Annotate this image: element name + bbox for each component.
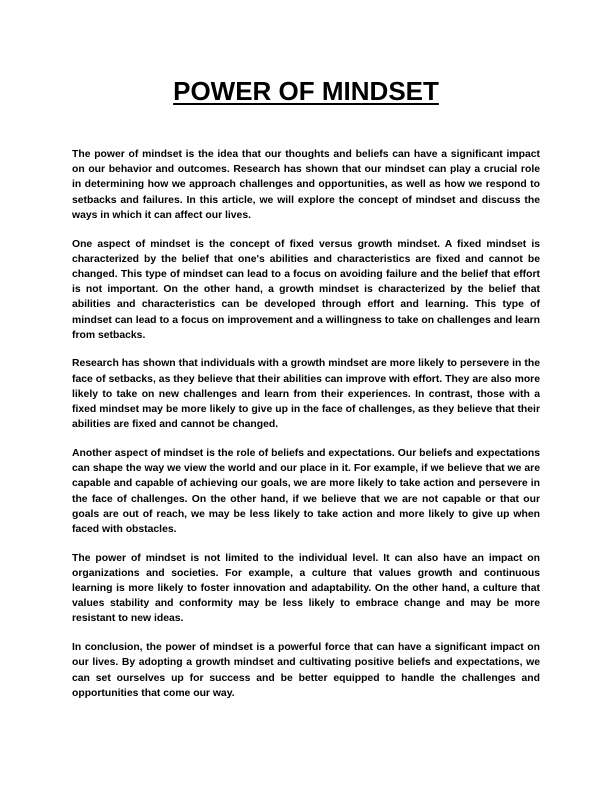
- article-body: [72, 147, 540, 715]
- page-title: [0, 76, 612, 106]
- paragraph-conclusion: In conclusion, the power of mindset is a powerful force that can have a significant impact on our lives. By adopting a growth mindset and cultivating positive beliefs and expectations, we can set ourselves up for success and be better equipped to handle the challenges and opportunities that come our way.: [72, 642, 540, 699]
- paragraph-fixed-vs-growth: One aspect of mindset is the concept of fixed versus growth mindset. A fixed mindset is characterized by the belief that one's abilities and characteristics are fixed and cannot be changed. This type of mindset can lead to a focus on avoiding failure and the belief that effort is not important. On the other hand, a growth mindset is characterized by the belief that abilities and characteristics can be developed through effort and learning. This type of mindset can lead to a focus on improvement and a willingness to take on challenges and learn from setbacks.: [72, 238, 540, 341]
- paragraph-beliefs-expectations: Another aspect of mindset is the role of beliefs and expectations. Our beliefs and expectations can shape the way we view the world and our place in it. For example, if we believe that we are capable and capable of achieving our goals, we are more likely to take action and persevere in the face of challenges. On the other hand, if we believe that we are not capable or that our goals are out of reach, we may be less likely to take action and more likely to give up when faced with obstacles.: [72, 447, 540, 535]
- page-title-text: POWER OF MINDSET: [173, 76, 439, 106]
- paragraph-intro: The power of mindset is the idea that our thoughts and beliefs can have a significant impact on our behavior and outcomes. Research has shown that our mindset can play a crucial role in determining how we approach challenges and opportunities, as well as how we respond to setbacks and failures. In this article, we will explore the concept of mindset and discuss the ways in which it can affect our lives.: [72, 149, 540, 221]
- paragraph-organizations: The power of mindset is not limited to the individual level. It can also have an impact on organizations and societies. For example, a culture that values growth and continuous learning is more likely to foster innovation and adaptability. On the other hand, a culture that values stability and conformity may be less likely to embrace change and may be more resistant to new ideas.: [72, 552, 540, 625]
- paragraph-research: Research has shown that individuals with a growth mindset are more likely to persevere in the face of setbacks, as they believe that their abilities can improve with effort. They are also more likely to take on new challenges and learn from their experiences. In contrast, those with a fixed mindset may be more likely to give up in the face of challenges, as they believe that their abilities are fixed and cannot be changed.: [72, 358, 540, 431]
